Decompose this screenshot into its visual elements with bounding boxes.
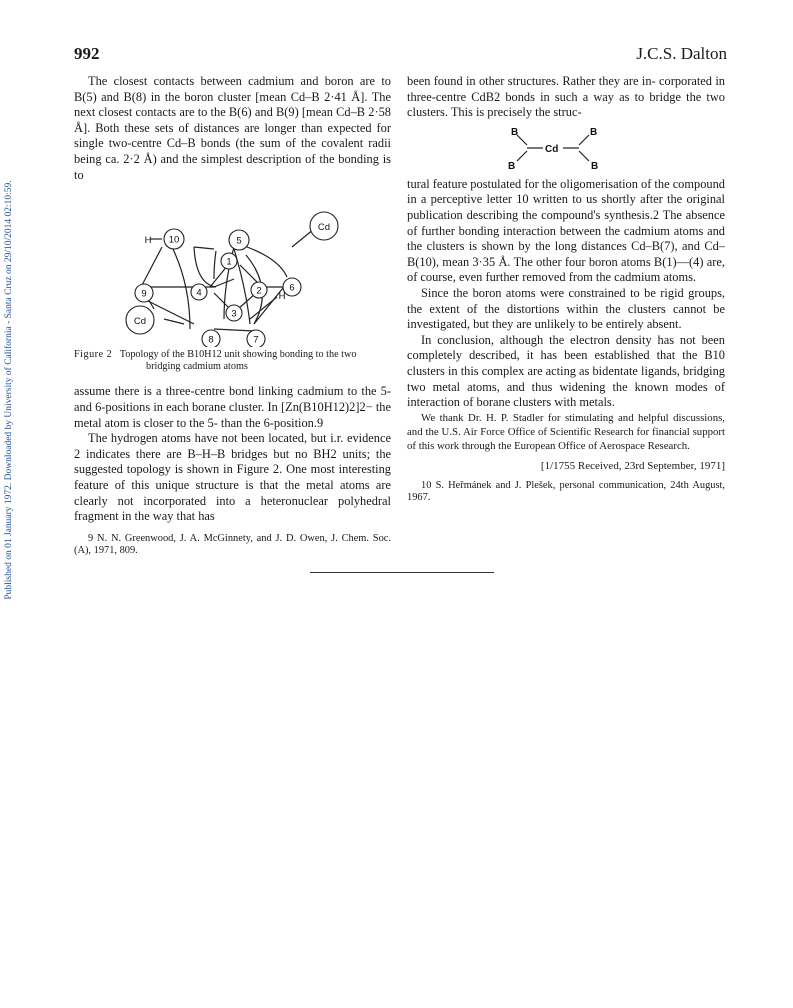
download-watermark: Published on 01 January 1972. Downloaded by University of California - Santa Cruz on 29/10/2014 02:10:59.	[4, 180, 14, 600]
caption-label: Figure 2	[74, 349, 113, 361]
bond-4-3	[214, 293, 230, 309]
right-footnote: 10 S. Heřmánek and J. Plešek, personal communication, 24th August, 1967.	[407, 480, 725, 504]
bridge-cd: Cd	[545, 143, 559, 155]
bond-5-6	[247, 247, 287, 277]
label-3: 3	[231, 308, 237, 320]
right-column	[407, 74, 725, 505]
label-10: 10	[168, 234, 180, 246]
bond-10-4	[214, 251, 216, 279]
bond-10-5-arc	[194, 247, 214, 249]
bond-10-8-arc	[172, 247, 190, 329]
label-7: 7	[253, 334, 259, 346]
bond-8-7	[214, 329, 254, 331]
right-paragraph-3: In conclusion, although the electron density has not been completely described, it has been established that the B10 clusters in this complex are acting as bidentate ligands, bridging two metal atoms, and thus widening the known modes of interaction of borane clusters with metals.	[407, 332, 725, 410]
label-4: 4	[196, 287, 202, 299]
bridge-b4: B	[591, 160, 599, 172]
left-footnote: 9 N. N. Greenwood, J. A. McGinnety, and J. D. Owen, J. Chem. Soc. (A), 1971, 809.	[74, 532, 391, 556]
label-9: 9	[141, 288, 147, 300]
bridge-b2: B	[590, 126, 598, 138]
received-date: [1/1755 Received, 23rd September, 1971]	[540, 459, 725, 472]
figure-caption	[74, 349, 391, 372]
bridge-b1: B	[511, 126, 519, 138]
left-paragraph-2: assume there is a three-centre bond linking cadmium to the 5- and 6-positions in each borane cluster. In [Zn(B10H12)2]2− the metal atom is closer to the 5- than the 6-position.9	[74, 384, 392, 430]
right-paragraph-1: been found in other structures. Rather they are in- corporated in three-centre CdB2 bonds in such a way as to bridge the two clusters. This is precisely the struc-	[407, 74, 725, 120]
caption-text: Topology of the B10H12 unit showing bonding to the two bridging cadmium atoms	[119, 349, 357, 372]
label-1: 1	[226, 256, 232, 268]
bond-4-ring	[214, 279, 234, 287]
journal-title: J.C.S. Dalton	[636, 44, 727, 63]
left-paragraph-3: The hydrogen atoms have not been located, but i.r. evidence 2 indicates there are B–H–B bridges but no BH2 units; the suggested topology is shown in Figure 2. One most interesting feature of this unique structure is that the metal atoms are clearly not incorporated into a heteronuclear polyhedral fragment in the way that has	[74, 431, 392, 524]
label-cd-bottom: Cd	[133, 316, 147, 328]
bond-10-4-inner	[194, 247, 216, 287]
right-paragraph-2: Since the boron atoms were constrained to be rigid groups, the extent of the distortions within the clusters cannot be investigated, but they are unlikely to be entirely absent.	[407, 285, 726, 332]
label-8: 8	[208, 334, 214, 346]
left-column	[74, 74, 391, 557]
figure-2-diagram	[74, 189, 391, 347]
bond-10-9	[140, 247, 162, 289]
page-number: 992	[74, 44, 100, 63]
label-h-top: H	[144, 235, 152, 247]
left-paragraph-1: The closest contacts between cadmium and boron are to B(5) and B(8) in the boron cluster [mean Cd–B 2·41 Å]. The next closest contacts are to the B(6) and B(9) [mean Cd–B 2·58 Å]. Both these sets of distances are longer than expected for single two-centre Cd–B bonds (the sum of the covalent radii being ca. 2·2 Å) and the simplest description of the bonding is to	[74, 74, 392, 182]
bridge-b3: B	[508, 160, 516, 172]
bond-cd-8	[164, 319, 184, 324]
borane-topology-svg	[74, 189, 391, 347]
label-5: 5	[236, 235, 242, 247]
cdb2-bridge-structure	[407, 123, 725, 173]
label-2: 2	[256, 285, 262, 297]
bridge-structure-svg	[407, 123, 725, 173]
right-paragraph-1b: tural feature postulated for the oligomerisation of the compound in a perceptive letter 10 written to us shortly after the original publication describing the compound's synthesis.2 The absence of further bonding interaction between the cadmium atoms and the clusters is shown by the long distances Cd–B(7), and Cd–B(10), mean 3·35 Å. The other four boron atoms B(1)—(4) are, of course, even further removed from the cadmium atoms.	[407, 176, 726, 285]
label-6: 6	[289, 282, 295, 294]
label-h-bottom: H	[278, 291, 286, 303]
label-cd-top: Cd	[317, 222, 331, 234]
end-rule	[310, 572, 494, 573]
acknowledgement: We thank Dr. H. P. Stadler for stimulating and helpful discussions, and the U.S. Air Force Office of Scientific Research for financial support of this work through the European Office of Aerospace Research.	[407, 411, 726, 452]
bond-7-h	[250, 297, 277, 319]
